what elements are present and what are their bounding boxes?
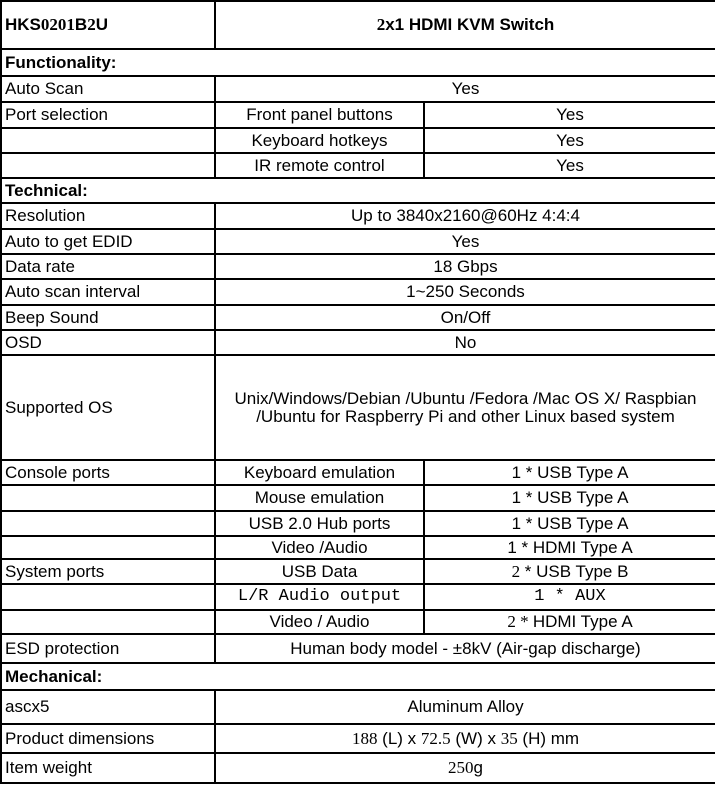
row-subitem: Mouse emulation [215, 485, 424, 511]
row-label-empty [1, 536, 215, 559]
row-value: Yes [215, 76, 715, 102]
row-label: System ports [1, 559, 215, 584]
row-value: Human body model - ±8kV (Air-gap discharge) [215, 634, 715, 663]
section-mechanical [1, 663, 715, 690]
table-row [1, 485, 715, 511]
table-row [1, 128, 715, 153]
row-label: Item weight [1, 753, 215, 783]
table-row [1, 153, 715, 178]
table-row [1, 610, 715, 634]
row-value: 1 * USB Type A [424, 485, 715, 511]
table-row [1, 724, 715, 753]
table-row [1, 511, 715, 536]
row-value: Yes [424, 153, 715, 178]
row-value: 1~250 Seconds [215, 279, 715, 305]
row-subitem: Keyboard emulation [215, 460, 424, 485]
section-heading: Functionality: [1, 49, 715, 76]
row-label-empty [1, 485, 215, 511]
row-value-weight: 250g [215, 753, 715, 783]
row-value-os [215, 355, 715, 460]
product-title: 2x1 HDMI KVM Switch [215, 1, 715, 49]
table-row [1, 584, 715, 610]
model-number: HKS0201B2U [1, 1, 215, 49]
row-label: Supported OS [1, 355, 215, 460]
section-heading: Technical: [1, 178, 715, 203]
row-value-dimensions: 188 (L) x 72.5 (W) x 35 (H) mm [215, 724, 715, 753]
row-label: ascx5 [1, 690, 215, 724]
row-label: Auto scan interval [1, 279, 215, 305]
row-label: Auto Scan [1, 76, 215, 102]
row-value: 18 Gbps [215, 254, 715, 279]
row-subitem: USB Data [215, 559, 424, 584]
os-line-1: Unix/Windows/Debian /Ubuntu /Fedora /Mac OS X/ Raspbian [234, 388, 697, 408]
table-row [1, 753, 715, 783]
row-value: Yes [424, 102, 715, 128]
row-label: Port selection [1, 102, 215, 128]
table-row [1, 690, 715, 724]
table-row [1, 102, 715, 128]
table-row [1, 203, 715, 229]
row-label-empty [1, 584, 215, 610]
table-row [1, 279, 715, 305]
table-row [1, 330, 715, 355]
row-value: No [215, 330, 715, 355]
row-value: Up to 3840x2160@60Hz 4:4:4 [215, 203, 715, 229]
row-label: OSD [1, 330, 215, 355]
os-line-2: /Ubuntu for Raspberry Pi and other Linux based system [256, 406, 675, 426]
row-label: Product dimensions [1, 724, 215, 753]
table-row [1, 254, 715, 279]
row-subitem: IR remote control [215, 153, 424, 178]
row-label: Beep Sound [1, 305, 215, 330]
row-label: ESD protection [1, 634, 215, 663]
row-subitem: USB 2.0 Hub ports [215, 511, 424, 536]
row-subitem: L/R Audio output [215, 584, 424, 610]
row-value: 1 * AUX [424, 584, 715, 610]
row-label-empty [1, 511, 215, 536]
row-value: Yes [215, 229, 715, 254]
row-subitem: Video / Audio [215, 610, 424, 634]
table-row [1, 536, 715, 559]
row-label: Resolution [1, 203, 215, 229]
section-heading: Mechanical: [1, 663, 715, 690]
table-row [1, 305, 715, 330]
row-value: 2 * HDMI Type A [424, 610, 715, 634]
table-row [1, 559, 715, 584]
header-row [1, 1, 715, 49]
row-subitem: Keyboard hotkeys [215, 128, 424, 153]
row-label-empty [1, 128, 215, 153]
table-row [1, 76, 715, 102]
row-value: 1 * USB Type A [424, 511, 715, 536]
row-value: Aluminum Alloy [215, 690, 715, 724]
row-label-empty [1, 153, 215, 178]
section-functionality [1, 49, 715, 76]
row-value: 2 * USB Type B [424, 559, 715, 584]
row-label: Auto to get EDID [1, 229, 215, 254]
table-row [1, 355, 715, 460]
row-label: Data rate [1, 254, 215, 279]
row-value: On/Off [215, 305, 715, 330]
row-value: 1 * HDMI Type A [424, 536, 715, 559]
row-label: Console ports [1, 460, 215, 485]
section-technical [1, 178, 715, 203]
row-value: Yes [424, 128, 715, 153]
row-subitem: Video /Audio [215, 536, 424, 559]
table-row [1, 460, 715, 485]
table-row [1, 634, 715, 663]
row-subitem: Front panel buttons [215, 102, 424, 128]
row-value: 1 * USB Type A [424, 460, 715, 485]
table-row [1, 229, 715, 254]
row-label-empty [1, 610, 215, 634]
